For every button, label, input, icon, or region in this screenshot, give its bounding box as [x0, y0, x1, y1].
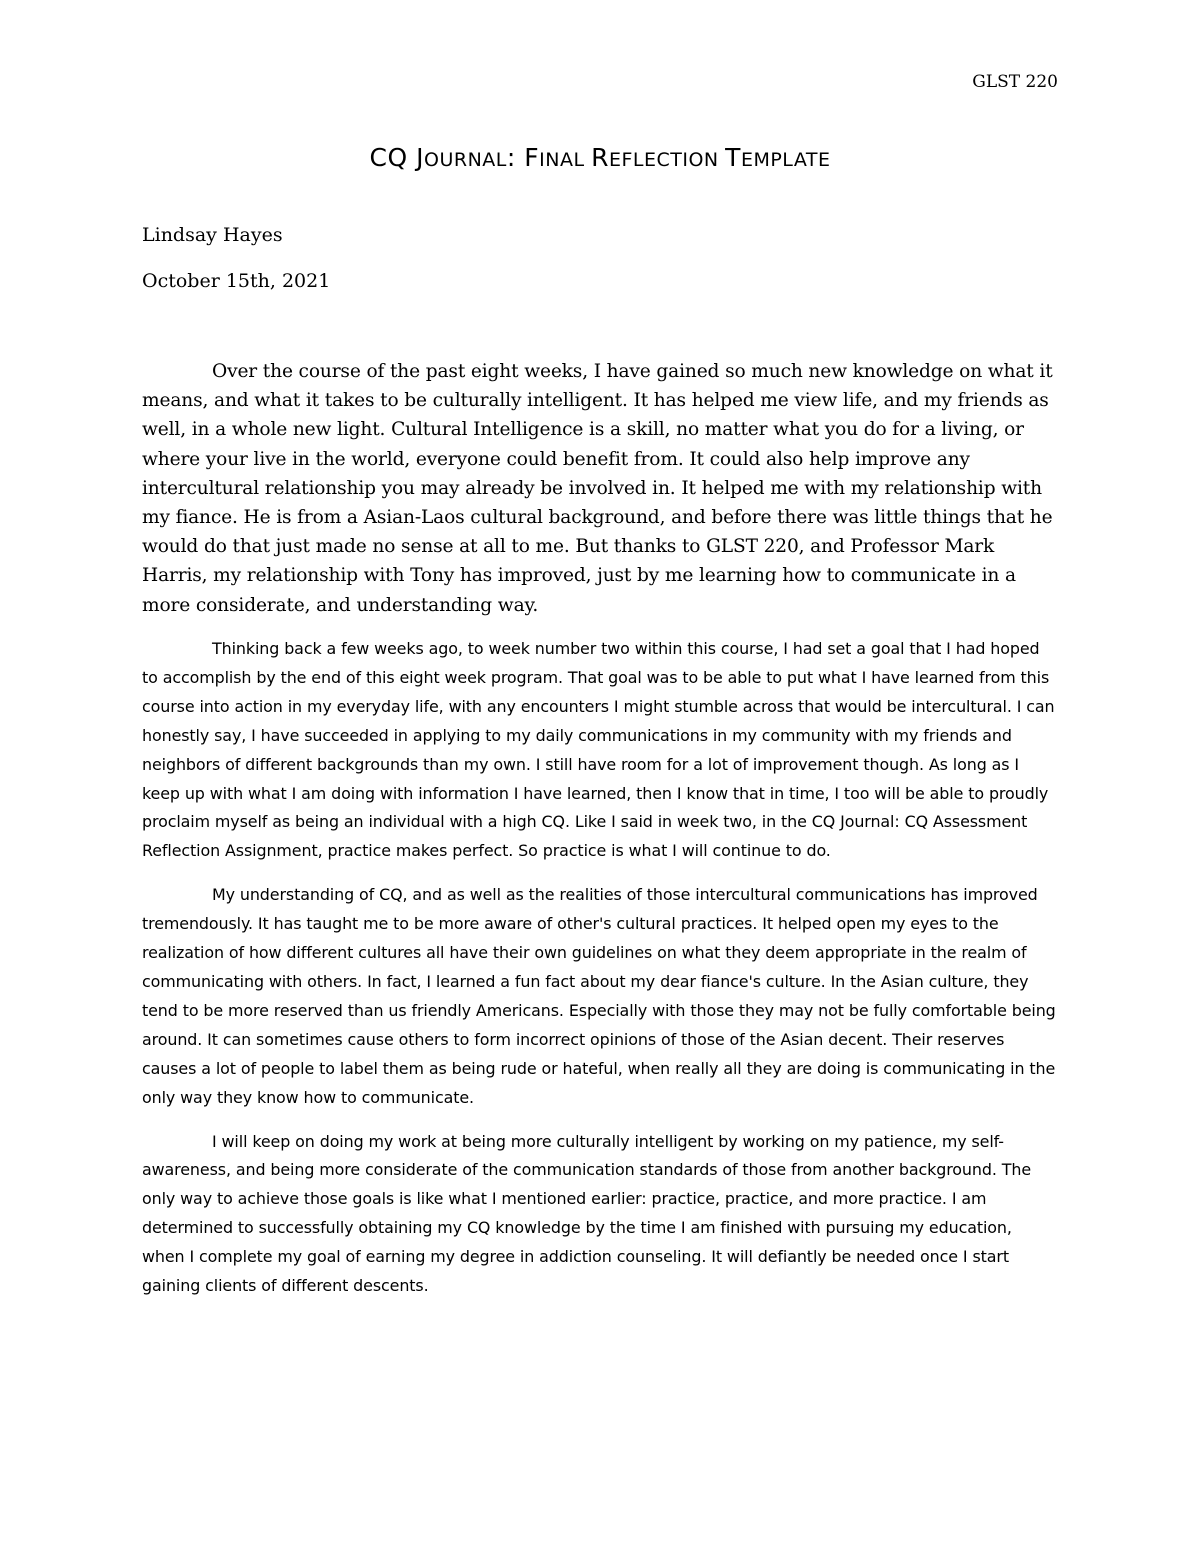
body-paragraph-3: My understanding of CQ, and as well as the realities of those intercultural communications has improved tremendously. It has taught me to be more aware of other's cultural practices. It helped open my eyes to the realization of how different cultures all have their own guidelines on what they deem appropriate in the realm of communicating with others. In fact, I learned a fun fact about my dear fiance's culture. In the Asian culture, they tend to be more reserved than us friendly Americans. Especially with those they may not be fully comfortable being around. It can sometimes cause others to form incorrect opinions of those of the Asian decent. Their reserves causes a lot of people to label them as being rude or hateful, when really all they are doing is communicating in the only way they know how to communicate.: [142, 885, 1056, 1107]
title-j: J: [416, 143, 424, 172]
title-ournal: OURNAL: [424, 149, 507, 171]
course-code-header: GLST 220: [972, 72, 1058, 92]
title-t: T: [725, 143, 741, 172]
body-continuation: [142, 635, 1058, 1316]
document-date: October 15th, 2021: [142, 270, 331, 292]
title-inal: INAL: [539, 149, 592, 171]
body-paragraph-1: Over the course of the past eight weeks, I have gained so much new knowledge on what it means, and what it takes to be culturally intelligent. It has helped me view life, and my friends as well, in a whole new light. Cultural Intelligence is a skill, no matter what you do for a living, or where your live in the world, everyone could benefit from. It could also help improve any intercultural relationship you may already be involved in. It helped me with my relationship with my fiance. He is from a Asian-Laos cultural background, and before there was little things that he would do that just made no sense at all to me. But thanks to GLST 220, and Professor Mark Harris, my relationship with Tony has improved, just by me learning how to communicate in a more considerate, and understanding way.: [142, 361, 1053, 616]
title-emplate: EMPLATE: [740, 149, 831, 171]
document-title: [0, 143, 1200, 172]
title-cq: CQ: [369, 143, 417, 172]
title-f: F: [524, 143, 540, 172]
title-eflection: EFLECTION: [608, 149, 726, 171]
body-paragraph-4: I will keep on doing my work at being more culturally intelligent by working on my patience, my self-awareness, and being more considerate of the communication standards of those from another background. The only way to achieve those goals is like what I mentioned earlier: practice, practice, and more practice. I am determined to successfully obtaining my CQ knowledge by the time I am finished with pursuing my education, when I complete my goal of earning my degree in addiction counseling. It will defiantly be needed once I start gaining clients of different descents.: [142, 1131, 1032, 1296]
author-name: Lindsay Hayes: [142, 224, 283, 246]
body-paragraph-2: Thinking back a few weeks ago, to week number two within this course, I had set a goal that I had hoped to accomplish by the end of this eight week program. That goal was to be able to put what I have learned from this course into action in my everyday life, with any encounters I might stumble across that would be intercultural. I can honestly say, I have succeeded in applying to my daily communications in my community with my friends and neighbors of different backgrounds than my own. I still have room for a lot of improvement though. As long as I keep up with what I am doing with information I have learned, then I know that in time, I too will be able to proudly proclaim myself as being an individual with a high CQ. Like I said in week two, in the CQ Journal: CQ Assessment Reflection Assignment, practice makes perfect. So practice is what I will continue to do.: [142, 639, 1055, 861]
title-r: R: [591, 143, 609, 172]
title-colon: :: [506, 143, 525, 172]
